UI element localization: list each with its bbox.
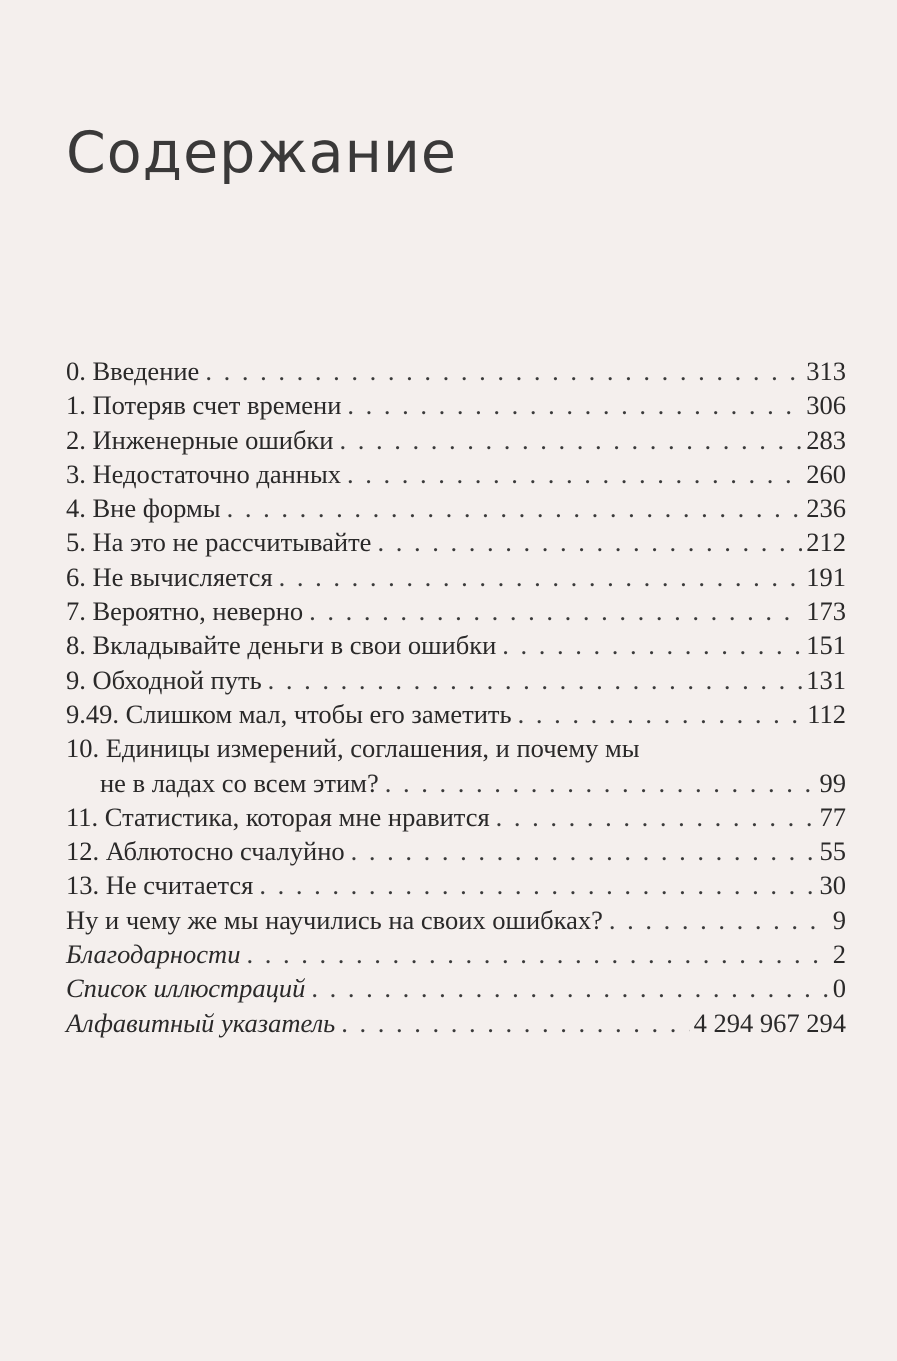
toc-page-number: 77	[819, 801, 846, 832]
toc-page-number: 0	[832, 973, 846, 1004]
dot-leader	[347, 457, 802, 491]
toc-entry-label: Благодарности	[66, 939, 241, 970]
toc-page-number: 4 294 967 294	[693, 1007, 846, 1038]
toc-entry-label: 4. Вне формы	[66, 493, 221, 524]
toc-entry-label: Ну и чему же мы научились на своих ошибках?	[66, 904, 603, 935]
toc-entry-label: 3. Недостаточно данных	[66, 458, 342, 489]
toc-page-number: 112	[807, 698, 846, 729]
toc-entry-label: 9. Обходной путь	[66, 664, 262, 695]
dot-leader	[496, 800, 816, 834]
toc-page-number: 131	[806, 664, 846, 695]
toc-entry-chapter-9[interactable]	[66, 663, 846, 697]
toc-entry-chapter-10[interactable]	[66, 731, 846, 765]
toc-page-number: 151	[806, 630, 846, 661]
dot-leader	[259, 868, 815, 902]
toc-entry-index[interactable]	[66, 1006, 846, 1040]
toc-entry-label: 1. Потеряв счет времени	[66, 390, 342, 421]
toc-entry-conclusion[interactable]	[66, 903, 846, 937]
dot-leader	[279, 560, 803, 594]
toc-page-number: 30	[819, 870, 846, 901]
dot-leader	[268, 663, 803, 697]
page-title: Содержание	[66, 120, 457, 186]
dot-leader	[205, 354, 802, 388]
toc-entry-label: 0. Введение	[66, 356, 200, 386]
toc-entry-label: Алфавитный указатель	[66, 1007, 336, 1038]
toc-entry-chapter-9-49[interactable]	[66, 697, 846, 731]
toc-page-number: 2	[832, 939, 846, 970]
toc-entry-chapter-4[interactable]	[66, 491, 846, 525]
toc-entry-chapter-12[interactable]	[66, 834, 846, 868]
toc-page-number: 313	[806, 356, 846, 386]
toc-entry-label: 7. Вероятно, неверно	[66, 596, 304, 627]
dot-leader	[246, 937, 828, 971]
toc-entry-acknowledgements[interactable]	[66, 937, 846, 971]
toc-entry-chapter-7[interactable]	[66, 594, 846, 628]
toc-entry-label: 12. Аблютосно счалуйно	[66, 836, 345, 867]
dot-leader	[311, 971, 828, 1005]
toc-entry-list-of-illustrations[interactable]	[66, 971, 846, 1005]
toc-entry-chapter-13[interactable]	[66, 868, 846, 902]
toc-entry-label: 8. Вкладывайте деньги в свои ошибки	[66, 630, 497, 661]
toc-entry-chapter-10-continued[interactable]	[66, 766, 846, 800]
toc-entry-label: 11. Статистика, которая мне нравится	[66, 801, 490, 832]
dot-leader	[609, 903, 829, 937]
toc-entry-label-continued: не в ладах со всем этим?	[100, 767, 379, 798]
dot-leader	[518, 697, 804, 731]
toc-entry-chapter-2[interactable]	[66, 423, 846, 457]
toc-page-number: 173	[806, 596, 846, 627]
toc-entry-chapter-6[interactable]	[66, 560, 846, 594]
toc-entry-intro[interactable]	[66, 354, 846, 388]
table-of-contents	[66, 354, 846, 1040]
toc-page-number: 191	[806, 561, 846, 592]
toc-entry-chapter-1[interactable]	[66, 388, 846, 422]
dot-leader	[227, 491, 803, 525]
toc-entry-label: 10. Единицы измерений, соглашения, и почему мы	[66, 733, 640, 764]
dot-leader	[309, 594, 802, 628]
dot-leader	[351, 834, 816, 868]
toc-page-number: 55	[819, 836, 846, 867]
dot-leader	[341, 1006, 689, 1040]
toc-page-number: 283	[806, 424, 846, 455]
toc-page-number: 9	[832, 904, 846, 935]
dot-leader	[347, 388, 802, 422]
dot-leader	[502, 628, 802, 662]
toc-entry-label: Список иллюстраций	[66, 973, 306, 1004]
dot-leader	[385, 766, 816, 800]
dot-leader	[339, 423, 802, 457]
toc-entry-label: 6. Не вычисляется	[66, 561, 273, 592]
toc-entry-label: 9.49. Слишком мал, чтобы его заметить	[66, 698, 512, 729]
toc-entry-chapter-5[interactable]	[66, 525, 846, 559]
toc-page-number: 306	[806, 390, 846, 421]
toc-page-number: 260	[806, 458, 846, 489]
dot-leader	[377, 525, 802, 559]
toc-entry-label: 13. Не считается	[66, 870, 254, 901]
toc-entry-label: 5. На это не рассчитывайте	[66, 527, 372, 558]
toc-page-number: 99	[819, 767, 846, 798]
toc-entry-chapter-8[interactable]	[66, 628, 846, 662]
toc-page-number: 236	[806, 493, 846, 524]
toc-entry-label: 2. Инженерные ошибки	[66, 424, 334, 455]
toc-entry-chapter-11[interactable]	[66, 800, 846, 834]
toc-page-number: 212	[806, 527, 846, 558]
toc-entry-chapter-3[interactable]	[66, 457, 846, 491]
